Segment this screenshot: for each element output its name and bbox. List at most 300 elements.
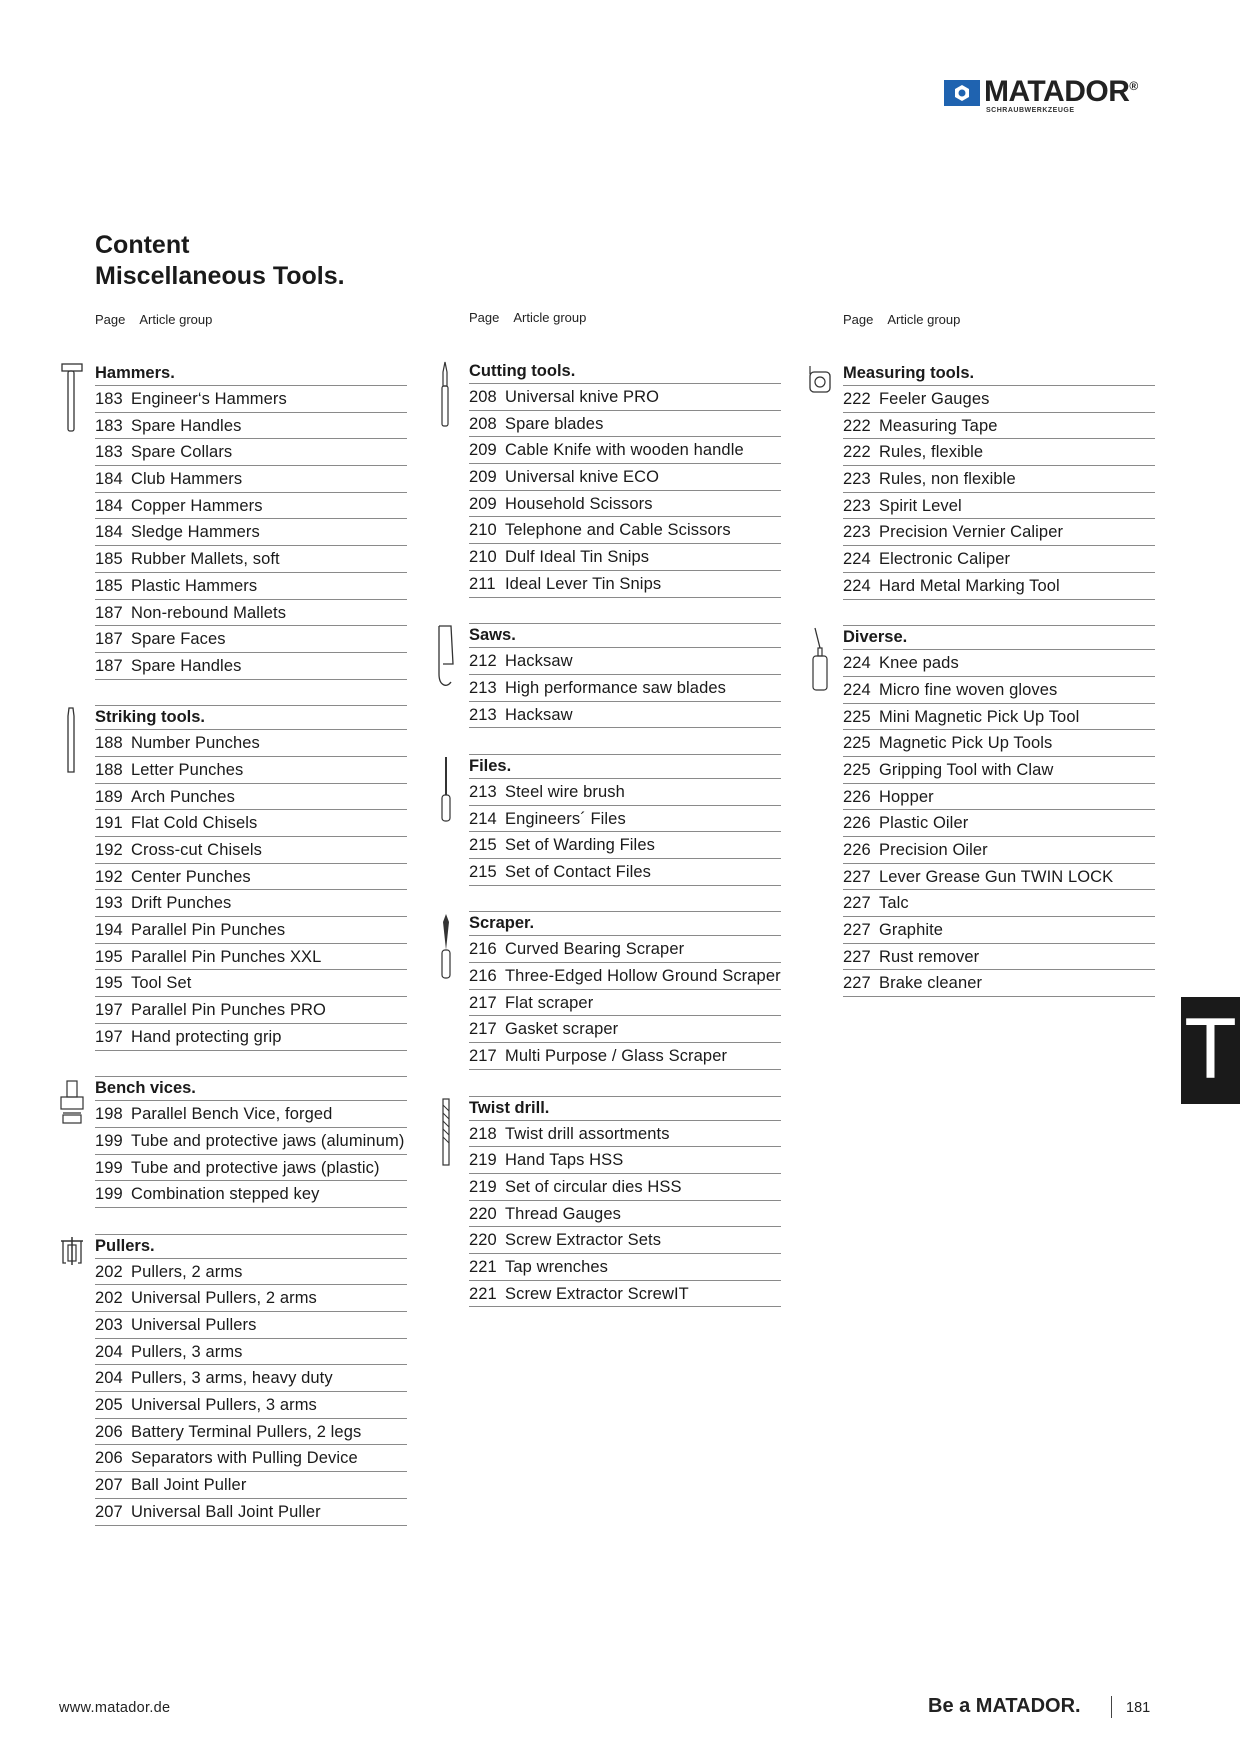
list-item — [95, 997, 407, 1024]
item-name: Tube and protective jaws (aluminum) — [131, 1131, 405, 1150]
list-item — [95, 1392, 407, 1419]
list-item — [95, 970, 407, 997]
empty-row — [95, 1051, 407, 1078]
list-item — [843, 573, 1155, 600]
item-page: 212 — [469, 652, 497, 671]
list-item — [95, 546, 407, 573]
item-page: 222 — [843, 390, 871, 408]
item-page: 193 — [95, 894, 123, 913]
item-name: Hopper — [879, 787, 934, 806]
footer-url: www.matador.de — [59, 1700, 171, 1716]
section-title: Pullers. — [95, 1235, 407, 1259]
item-page: 204 — [95, 1342, 123, 1361]
item-page: 227 — [843, 974, 871, 993]
item-page: 183 — [95, 390, 123, 408]
item-name: Twist drill assortments — [505, 1124, 670, 1143]
item-name: Cross-cut Chisels — [131, 841, 262, 859]
list-item — [95, 1339, 407, 1366]
list-item — [843, 864, 1155, 891]
list-item — [95, 573, 407, 600]
list-item — [469, 517, 781, 544]
list-item — [95, 1499, 407, 1526]
item-name: Rust remover — [879, 947, 980, 966]
item-page: 199 — [95, 1158, 123, 1177]
hacksaw-icon — [433, 624, 459, 696]
section-scraper — [469, 912, 781, 1096]
list-item — [843, 493, 1155, 520]
list-item — [469, 990, 781, 1017]
item-page: 206 — [95, 1449, 123, 1468]
list-item — [843, 757, 1155, 784]
list-item — [469, 384, 781, 411]
item-page: 211 — [469, 574, 496, 593]
list-item — [469, 571, 781, 598]
content-column-3 — [843, 312, 1155, 997]
footer-slogan: Be a MATADOR. — [928, 1695, 1081, 1717]
section-title: Saws. — [469, 624, 781, 648]
list-item — [95, 1312, 407, 1339]
list-item — [95, 917, 407, 944]
section-title: Hammers. — [95, 362, 407, 386]
item-name: Screw Extractor Sets — [505, 1231, 662, 1250]
item-page: 225 — [843, 734, 871, 753]
item-name: Universal knive ECO — [505, 468, 660, 487]
item-page: 227 — [843, 894, 871, 913]
item-name: Set of Contact Files — [505, 863, 651, 881]
item-name: Three-Edged Hollow Ground Scraper — [505, 967, 781, 986]
empty-row — [843, 600, 1155, 627]
list-item — [95, 890, 407, 917]
item-name: Set of circular dies HSS — [505, 1177, 682, 1196]
list-item — [95, 944, 407, 971]
section-files — [469, 755, 781, 912]
list-item — [469, 491, 781, 518]
item-page: 202 — [95, 1289, 123, 1308]
section-list — [469, 360, 781, 1307]
item-name: Plastic Hammers — [131, 576, 258, 595]
list-item — [95, 1155, 407, 1182]
item-page: 206 — [95, 1422, 123, 1441]
list-item — [95, 493, 407, 520]
list-item — [469, 411, 781, 438]
item-page: 189 — [95, 787, 123, 806]
item-name: Curved Bearing Scraper — [505, 940, 685, 959]
list-item — [469, 1121, 781, 1148]
item-name: Brake cleaner — [879, 974, 983, 993]
item-page: 226 — [843, 814, 871, 833]
item-name: Universal Pullers, 3 arms — [131, 1396, 317, 1415]
item-name: Micro fine woven gloves — [879, 680, 1058, 699]
item-page: 223 — [843, 470, 871, 489]
list-item — [469, 963, 781, 990]
item-name: Pullers, 3 arms — [131, 1342, 243, 1361]
item-name: Dulf Ideal Tin Snips — [505, 548, 650, 567]
item-name: Spare blades — [505, 414, 604, 433]
item-page: 222 — [843, 443, 871, 462]
list-item — [843, 386, 1155, 413]
footer-divider — [1111, 1696, 1112, 1718]
item-page: 222 — [843, 416, 871, 435]
item-name: Separators with Pulling Device — [131, 1449, 358, 1468]
list-item — [843, 784, 1155, 811]
list-item — [95, 1419, 407, 1446]
item-name: Drift Punches — [131, 894, 232, 913]
item-page: 207 — [95, 1502, 123, 1521]
section-title: Scraper. — [469, 912, 781, 936]
brand-name: MATADOR® — [984, 75, 1138, 108]
list-item — [469, 1147, 781, 1174]
item-name: Rules, flexible — [879, 443, 984, 462]
item-name: Precision Oiler — [879, 841, 988, 859]
item-page: 195 — [95, 947, 123, 966]
item-page: 185 — [95, 576, 123, 595]
item-page: 184 — [95, 523, 123, 542]
list-item — [469, 1281, 781, 1308]
item-name: Graphite — [879, 921, 944, 940]
item-page: 208 — [469, 388, 497, 406]
list-item — [95, 757, 407, 784]
item-page: 185 — [95, 550, 123, 569]
list-item — [469, 702, 781, 729]
item-name: Plastic Oiler — [879, 814, 969, 833]
bench-vice-icon — [59, 1077, 85, 1149]
item-page: 205 — [95, 1396, 123, 1415]
item-name: Multi Purpose / Glass Scraper — [505, 1047, 728, 1066]
item-name: Universal Pullers — [131, 1316, 257, 1334]
list-item — [95, 1445, 407, 1472]
list-item — [469, 1174, 781, 1201]
item-page: 223 — [843, 523, 871, 542]
item-page: 204 — [95, 1369, 123, 1388]
item-page: 219 — [469, 1151, 497, 1170]
item-name: Telephone and Cable Scissors — [505, 521, 731, 540]
section-title: Twist drill. — [469, 1097, 781, 1121]
item-name: Hacksaw — [505, 652, 573, 671]
column-header: Page Article group — [469, 310, 587, 325]
list-item — [95, 784, 407, 811]
list-item — [843, 970, 1155, 997]
empty-row — [469, 598, 781, 625]
section-hammers — [95, 362, 407, 706]
list-item — [843, 677, 1155, 704]
list-item — [469, 437, 781, 464]
list-item — [469, 464, 781, 491]
item-name: Steel wire brush — [505, 782, 625, 801]
item-page: 227 — [843, 947, 871, 966]
list-item — [95, 1365, 407, 1392]
list-item — [95, 1259, 407, 1286]
item-name: Ball Joint Puller — [131, 1476, 247, 1495]
measuring-tape-icon — [807, 362, 833, 434]
list-item — [843, 413, 1155, 440]
item-name: Precision Vernier Caliper — [879, 523, 1064, 542]
item-name: Number Punches — [131, 734, 260, 753]
list-item — [95, 653, 407, 680]
item-page: 224 — [843, 576, 871, 595]
item-name: Parallel Pin Punches PRO — [131, 1001, 326, 1020]
chapter-tab — [1181, 997, 1240, 1104]
list-item — [843, 917, 1155, 944]
list-item — [95, 1472, 407, 1499]
item-page: 202 — [95, 1262, 123, 1281]
list-item — [843, 730, 1155, 757]
item-name: Knee pads — [879, 654, 959, 673]
item-name: Thread Gauges — [505, 1204, 621, 1223]
item-page: 192 — [95, 841, 123, 859]
title-line-2: Miscellaneous Tools. — [95, 262, 345, 290]
list-item — [469, 648, 781, 675]
item-page: 195 — [95, 974, 123, 993]
list-item — [95, 413, 407, 440]
list-item — [469, 1227, 781, 1254]
puller-icon — [59, 1235, 85, 1307]
item-page: 216 — [469, 940, 497, 959]
section-title: Bench vices. — [95, 1077, 407, 1101]
item-page: 199 — [95, 1131, 123, 1150]
item-page: 223 — [843, 496, 871, 515]
list-item — [469, 544, 781, 571]
list-item — [95, 730, 407, 757]
item-name: Spirit Level — [879, 496, 962, 515]
section-measuringtools — [843, 362, 1155, 626]
item-page: 208 — [469, 414, 497, 433]
list-item — [95, 626, 407, 653]
item-page: 224 — [843, 680, 871, 699]
section-benchvices — [95, 1077, 407, 1234]
list-item — [843, 944, 1155, 971]
item-name: Battery Terminal Pullers, 2 legs — [131, 1422, 362, 1441]
item-name: Ideal Lever Tin Snips — [505, 574, 662, 593]
item-page: 215 — [469, 836, 497, 855]
item-page: 225 — [843, 760, 871, 779]
list-item — [843, 650, 1155, 677]
empty-row — [469, 728, 781, 755]
item-page: 217 — [469, 1047, 497, 1066]
item-page: 199 — [95, 1185, 123, 1204]
item-name: Club Hammers — [131, 470, 243, 489]
item-page: 209 — [469, 441, 497, 460]
section-title: Files. — [469, 755, 781, 779]
list-item — [469, 1254, 781, 1281]
list-item — [469, 1043, 781, 1070]
item-page: 197 — [95, 1001, 123, 1020]
list-item — [843, 519, 1155, 546]
item-name: Parallel Bench Vice, forged — [131, 1105, 333, 1124]
item-name: Tap wrenches — [505, 1257, 609, 1276]
item-page: 218 — [469, 1124, 497, 1143]
title-line-1: Content — [95, 231, 190, 259]
item-name: Hand Taps HSS — [505, 1151, 624, 1170]
item-page: 184 — [95, 470, 123, 489]
item-page: 221 — [469, 1257, 497, 1276]
list-item — [843, 810, 1155, 837]
item-name: Talc — [879, 894, 909, 913]
item-name: Electronic Caliper — [879, 550, 1011, 569]
list-item — [843, 546, 1155, 573]
item-name: Tube and protective jaws (plastic) — [131, 1158, 380, 1177]
item-page: 207 — [95, 1476, 123, 1495]
item-name: Universal Pullers, 2 arms — [131, 1289, 317, 1308]
item-name: Sledge Hammers — [131, 523, 260, 542]
item-page: 198 — [95, 1105, 123, 1124]
list-item — [95, 386, 407, 413]
scraper-icon — [433, 912, 459, 984]
item-page: 184 — [95, 496, 123, 515]
item-name: High performance saw blades — [505, 678, 726, 697]
page-title — [95, 230, 345, 292]
item-name: Copper Hammers — [131, 496, 263, 515]
item-page: 209 — [469, 494, 497, 513]
item-name: Universal knive PRO — [505, 388, 660, 406]
list-item — [469, 806, 781, 833]
item-page: 225 — [843, 707, 871, 726]
item-name: Set of Warding Files — [505, 836, 655, 855]
section-saws — [469, 624, 781, 755]
item-name: Center Punches — [131, 867, 251, 886]
page-number: 181 — [1126, 1700, 1151, 1716]
item-name: Pullers, 3 arms, heavy duty — [131, 1369, 333, 1388]
item-name: Lever Grease Gun TWIN LOCK — [879, 867, 1114, 886]
hammer-icon — [59, 362, 85, 434]
brand-logo — [944, 75, 1154, 118]
section-strikingtools — [95, 706, 407, 1077]
section-diverse — [843, 626, 1155, 997]
list-item — [843, 837, 1155, 864]
list-item — [469, 779, 781, 806]
list-item — [843, 439, 1155, 466]
item-name: Household Scissors — [505, 494, 653, 513]
item-page: 220 — [469, 1204, 497, 1223]
item-name: Spare Faces — [131, 630, 226, 649]
item-name: Spare Handles — [131, 656, 242, 675]
item-name: Flat scraper — [505, 993, 594, 1012]
item-page: 210 — [469, 521, 497, 540]
item-page: 227 — [843, 867, 871, 886]
item-page: 183 — [95, 443, 123, 462]
column-header: Page Article group — [95, 312, 213, 327]
item-name: Gripping Tool with Claw — [879, 760, 1054, 779]
item-name: Rules, non flexible — [879, 470, 1016, 489]
item-page: 226 — [843, 841, 871, 859]
list-item — [95, 864, 407, 891]
item-name: Flat Cold Chisels — [131, 814, 258, 833]
list-item — [95, 1024, 407, 1051]
item-page: 183 — [95, 416, 123, 435]
empty-row — [469, 886, 781, 913]
item-name: Non-rebound Mallets — [131, 603, 287, 622]
section-twistdrill — [469, 1097, 781, 1308]
item-page: 227 — [843, 921, 871, 940]
list-item — [95, 439, 407, 466]
list-item — [95, 1285, 407, 1312]
file-icon — [433, 755, 459, 827]
item-name: Letter Punches — [131, 760, 244, 779]
item-name: Tool Set — [131, 974, 192, 993]
item-name: Gasket scraper — [505, 1020, 619, 1039]
list-item — [469, 936, 781, 963]
item-page: 219 — [469, 1177, 497, 1196]
item-name: Engineer‘s Hammers — [131, 390, 287, 408]
item-name: Mini Magnetic Pick Up Tool — [879, 707, 1080, 726]
empty-row — [469, 1070, 781, 1097]
item-page: 197 — [95, 1027, 123, 1046]
item-page: 192 — [95, 867, 123, 886]
chapter-tab-letter: T — [1184, 1001, 1237, 1097]
item-page: 213 — [469, 678, 497, 697]
item-page: 210 — [469, 548, 497, 567]
item-name: Hand protecting grip — [131, 1027, 282, 1046]
item-page: 213 — [469, 705, 497, 724]
item-page: 203 — [95, 1316, 123, 1334]
item-page: 224 — [843, 550, 871, 569]
list-item — [95, 1181, 407, 1208]
list-item — [843, 466, 1155, 493]
item-name: Arch Punches — [131, 787, 235, 806]
item-page: 214 — [469, 809, 497, 828]
item-name: Magnetic Pick Up Tools — [879, 734, 1053, 753]
item-name: Spare Handles — [131, 416, 242, 435]
item-page: 188 — [95, 734, 123, 753]
knife-icon — [433, 360, 459, 432]
content-column-2 — [469, 312, 781, 1307]
list-item — [95, 837, 407, 864]
column-header: Page Article group — [843, 312, 961, 327]
punch-icon — [59, 706, 85, 778]
content-column-1 — [95, 312, 407, 1526]
item-page: 194 — [95, 921, 123, 940]
item-page: 226 — [843, 787, 871, 806]
item-name: Parallel Pin Punches — [131, 921, 286, 940]
twist-drill-icon — [433, 1097, 459, 1169]
item-name: Pullers, 2 arms — [131, 1262, 243, 1281]
item-page: 213 — [469, 782, 497, 801]
item-page: 188 — [95, 760, 123, 779]
section-pullers — [95, 1235, 407, 1526]
item-page: 220 — [469, 1231, 497, 1250]
item-name: Parallel Pin Punches XXL — [131, 947, 322, 966]
item-page: 216 — [469, 967, 497, 986]
list-item — [95, 1128, 407, 1155]
list-item — [95, 1101, 407, 1128]
item-page: 187 — [95, 656, 123, 675]
section-title: Measuring tools. — [843, 362, 1155, 386]
item-name: Engineers´ Files — [505, 809, 626, 828]
item-page: 187 — [95, 630, 123, 649]
item-name: Spare Collars — [131, 443, 233, 462]
section-title: Cutting tools. — [469, 360, 781, 384]
item-page: 217 — [469, 1020, 497, 1039]
section-list — [95, 362, 407, 1526]
empty-row — [95, 680, 407, 707]
list-item — [95, 810, 407, 837]
section-title: Striking tools. — [95, 706, 407, 730]
item-name: Measuring Tape — [879, 416, 998, 435]
section-cuttingtools — [469, 360, 781, 624]
item-name: Screw Extractor ScrewIT — [505, 1284, 689, 1303]
item-name: Feeler Gauges — [879, 390, 990, 408]
list-item — [469, 832, 781, 859]
list-item — [843, 890, 1155, 917]
item-page: 187 — [95, 603, 123, 622]
item-name: Cable Knife with wooden handle — [505, 441, 744, 460]
section-title: Diverse. — [843, 626, 1155, 650]
item-name: Hard Metal Marking Tool — [879, 576, 1060, 595]
oiler-icon — [807, 626, 833, 698]
item-page: 217 — [469, 993, 497, 1012]
item-name: Hacksaw — [505, 705, 573, 724]
item-page: 215 — [469, 863, 497, 881]
list-item — [843, 704, 1155, 731]
